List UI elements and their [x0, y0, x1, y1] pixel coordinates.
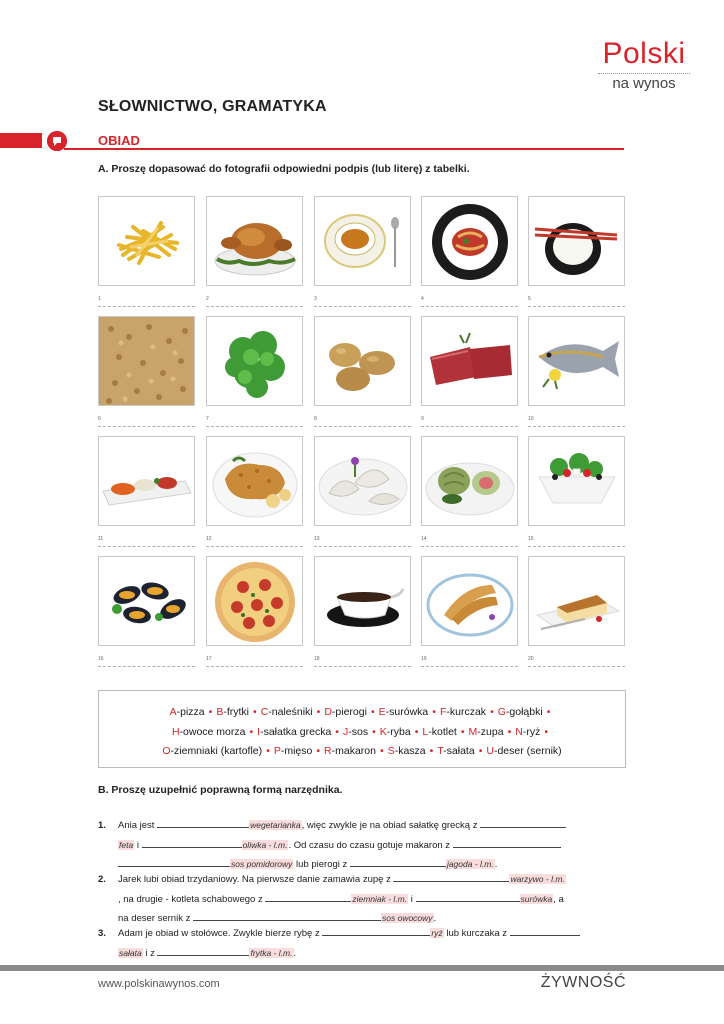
word-bank-item: F-kurczak [439, 706, 487, 718]
answer-line-9[interactable]: 9 [421, 418, 518, 427]
section-accent-bar [0, 133, 42, 148]
word-bank-item: H-owoce morza [171, 725, 246, 738]
photo-1 [98, 196, 195, 286]
exercise-a-instruction: A. Proszę dopasować do fotografii odpowiedni podpis (lub literę) z tabelki. [98, 163, 470, 175]
answer-line-13[interactable]: 13 [314, 538, 411, 547]
answer-line-11[interactable]: 11 [98, 538, 195, 547]
bullet-separator: • [507, 725, 512, 738]
photo-18 [314, 556, 411, 646]
mussels-icon [99, 557, 195, 646]
photo-14 [421, 436, 518, 526]
word-bank-item: J-sos [342, 725, 369, 738]
photo-19 [421, 556, 518, 646]
blank-1-5[interactable] [118, 855, 230, 867]
blank-3-1[interactable] [322, 924, 430, 936]
photo-2 [206, 196, 303, 286]
bullet-separator: • [478, 745, 483, 757]
word-bank-item: L-kotlet [422, 725, 457, 738]
bullet-separator: • [335, 725, 339, 738]
soup-icon [315, 197, 411, 286]
answer-line-1[interactable]: 1 [98, 298, 195, 307]
word-bank-item: G-gołąbki [497, 706, 543, 718]
word-bank-item: S-kasza [387, 745, 426, 757]
word-bank-item: U-deser (sernik) [486, 745, 562, 757]
pancakes-icon [422, 557, 518, 646]
photo-10 [528, 316, 625, 406]
answer-line-12[interactable]: 12 [206, 538, 303, 547]
bullet-separator: • [316, 706, 321, 718]
word-bank-item: B-frytki [216, 706, 249, 718]
pizza-icon [207, 557, 303, 646]
bullet-separator: • [429, 745, 434, 757]
fish-icon [529, 317, 625, 406]
photo-9 [421, 316, 518, 406]
answer-line-18[interactable]: 18 [314, 658, 411, 667]
blank-3-2[interactable] [510, 924, 580, 936]
answer-line-7[interactable]: 7 [206, 418, 303, 427]
roast-chicken-icon [207, 197, 303, 286]
answer-line-8[interactable]: 8 [314, 418, 411, 427]
word-bank-row [99, 703, 625, 723]
bullet-separator: • [460, 725, 465, 738]
bullet-separator: • [249, 725, 254, 738]
answer-line-6[interactable]: 6 [98, 418, 195, 427]
sauce-boat-icon [315, 557, 411, 646]
word-bank-item: M-zupa [468, 725, 504, 738]
logo-divider [598, 73, 690, 74]
rice-icon [529, 197, 625, 286]
exercise-b-item-2: 2. Jarek lubi obiad trzydaniowy. Na pierwsze danie zamawia zupę z warzywo - l.m. , na drugie - kotleta schabowego z ziemniak - l.m. i surówka, a na deser sernik z sos owocowy. [98, 870, 626, 929]
exercise-b-item-3: 3. Adam je obiad w stołówce. Zwykle bierze rybę z ryż lub kurczaka z sałata i z frytka - l.m.. [98, 924, 626, 963]
photo-6 [98, 316, 195, 406]
word-bank-item: O-ziemniaki (kartofle) [162, 745, 263, 757]
word-bank-item: T-sałata [437, 745, 475, 757]
word-bank-item: R-makaron [324, 745, 376, 757]
bullet-separator: • [379, 745, 384, 757]
page-heading: SŁOWNICTWO, GRAMATYKA [98, 98, 327, 115]
answer-line-19[interactable]: 19 [421, 658, 518, 667]
bullet-separator: • [490, 706, 494, 718]
blank-2-1[interactable] [393, 870, 509, 882]
word-bank-item: D-pierogi [324, 706, 367, 718]
blank-1-4[interactable] [453, 836, 561, 848]
section-title: OBIAD [98, 133, 140, 148]
bullet-separator: • [370, 706, 375, 718]
exercise-b-item-1: 1. Ania jest wegetarianka, więc zwykle je na obiad sałatkę grecką z feta i oliwka - l.m.. Od czasu do czasu gotuje makaron z sos pomidorowy lub pierogi z jagoda - l.m.. [98, 816, 626, 875]
answer-line-16[interactable]: 16 [98, 658, 195, 667]
logo-sub-text: na wynos [612, 75, 676, 92]
word-bank-item: C-naleśniki [260, 706, 313, 718]
photo-3 [314, 196, 411, 286]
photo-15 [528, 436, 625, 526]
footer-url[interactable]: www.polskinawynos.com [98, 978, 220, 990]
photo-16 [98, 556, 195, 646]
exercise-b-title: B. Proszę uzupełnić poprawną formą narzędnika. [98, 784, 343, 796]
word-bank-item: K-ryba [379, 725, 411, 738]
photo-20 [528, 556, 625, 646]
answer-line-2[interactable]: 2 [206, 298, 303, 307]
bullet-separator: • [546, 706, 551, 718]
word-bank-item: A-pizza [169, 706, 205, 718]
blank-2-3[interactable] [416, 890, 520, 902]
answer-line-17[interactable]: 17 [206, 658, 303, 667]
salad-plate-icon [99, 437, 195, 526]
photo-5 [528, 196, 625, 286]
potatoes-icon [315, 317, 411, 406]
section-rule [64, 148, 624, 150]
photo-17 [206, 556, 303, 646]
answer-line-10[interactable]: 10 [528, 418, 625, 427]
bullet-separator: • [432, 706, 436, 718]
word-bank-item: E-surówka [378, 706, 429, 718]
word-bank [98, 690, 626, 768]
answer-line-5[interactable]: 5 [528, 298, 625, 307]
photo-11 [98, 436, 195, 526]
word-bank-item: N-ryż [515, 725, 541, 738]
cutlet-icon [207, 437, 303, 526]
bullet-separator: • [544, 725, 549, 738]
bullet-separator: • [372, 725, 376, 738]
word-bank-row [99, 723, 625, 743]
photo-13 [314, 436, 411, 526]
bullet-separator: • [253, 706, 257, 718]
answer-line-4[interactable]: 4 [421, 298, 518, 307]
blank-1-2[interactable] [480, 816, 566, 828]
photo-7 [206, 316, 303, 406]
footer-bar [0, 965, 724, 971]
bullet-separator: • [316, 745, 321, 757]
buckwheat-icon [99, 317, 195, 406]
meat-icon [422, 317, 518, 406]
word-bank-item: I-sałatka grecka [257, 725, 332, 738]
photo-4 [421, 196, 518, 286]
blank-1-1[interactable] [157, 816, 249, 828]
blank-2-4[interactable] [193, 909, 381, 921]
footer-category: ŻYWNOŚĆ [540, 974, 626, 991]
answer-line-14[interactable]: 14 [421, 538, 518, 547]
blank-1-6[interactable] [350, 855, 446, 867]
photo-8 [314, 316, 411, 406]
lettuce-icon [207, 317, 303, 406]
answer-line-20[interactable]: 20 [528, 658, 625, 667]
greek-salad-icon [529, 437, 625, 526]
blank-2-2[interactable] [265, 890, 351, 902]
logo-main-text: Polski [602, 37, 686, 70]
fries-icon [99, 197, 195, 286]
bullet-separator: • [208, 706, 213, 718]
pasta-icon [422, 197, 518, 286]
blank-3-3[interactable] [157, 944, 249, 956]
word-bank-row [99, 742, 625, 762]
cabbage-rolls-icon [422, 437, 518, 526]
blank-1-3[interactable] [142, 836, 242, 848]
dumplings-icon [315, 437, 411, 526]
cheesecake-icon [529, 557, 625, 646]
answer-line-15[interactable]: 15 [528, 538, 625, 547]
bullet-separator: • [414, 725, 419, 738]
bullet-separator: • [266, 745, 270, 757]
brand-logo [594, 38, 694, 93]
photo-12 [206, 436, 303, 526]
word-bank-item: P-mięso [273, 745, 313, 757]
answer-line-3[interactable]: 3 [314, 298, 411, 307]
